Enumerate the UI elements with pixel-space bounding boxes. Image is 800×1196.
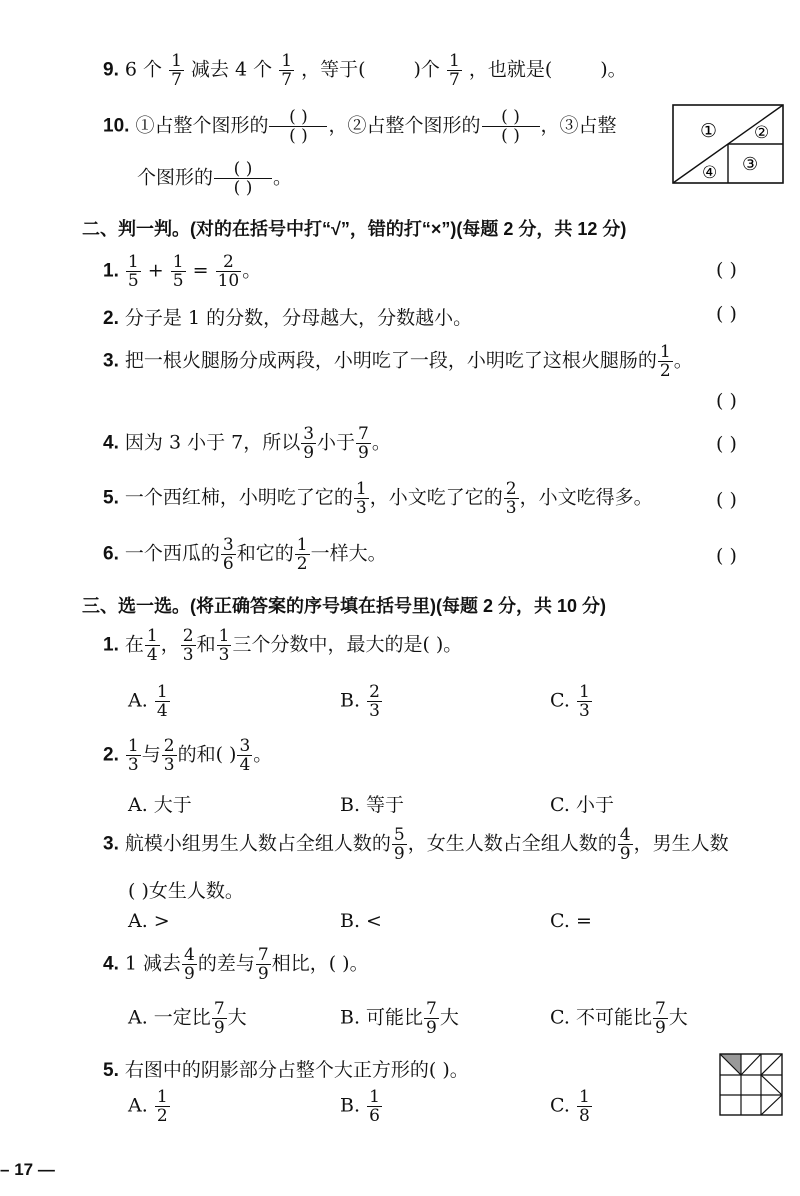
q9-fraction-1: $\frac{1}{7}$ <box>171 51 182 90</box>
judge-q4-text-1: 因为 3 小于 7，所以 <box>124 431 301 454</box>
region-label-1: ① <box>700 120 718 142</box>
choice-q1-text-2: 和 <box>196 633 216 656</box>
judge-q5-text-1: 一个西红柿，小明吃了它的 <box>124 486 353 509</box>
choice-q3-option-c[interactable]: C. = <box>550 910 592 932</box>
dash-right: — <box>37 1160 55 1179</box>
q9-text-3: ，等于( <box>301 58 366 81</box>
judge-q3-end: 。 <box>673 349 693 372</box>
judge-q4-frac-a: $\frac{3}{9}$ <box>303 424 315 463</box>
judge-q6-frac-a: $\frac{3}{6}$ <box>222 535 234 574</box>
q9-text-5: ，也就是( <box>468 58 553 81</box>
judge-q6-answer-paren[interactable]: ( ) <box>716 545 737 567</box>
choice-q4-option-a[interactable]: A. 一定比 $\frac{7}{9}$ 大 <box>128 999 247 1038</box>
judge-q6-text-1: 一个西瓜的 <box>124 542 220 565</box>
choice-q2-number: 2. <box>103 744 119 766</box>
choice-q5-number: 5. <box>103 1060 119 1081</box>
choice-q1-text-1: 在 <box>124 633 144 656</box>
judge-q1-answer-paren[interactable]: ( ) <box>716 259 737 281</box>
judge-q2 <box>103 303 472 330</box>
question-10-line2 <box>137 160 292 197</box>
question-9 <box>103 52 627 89</box>
choice-q3-frac-b: $\frac{4}{9}$ <box>619 825 631 864</box>
judge-q5-number: 5. <box>103 487 119 509</box>
q10-number: 10. <box>103 115 130 137</box>
judge-q3-frac: $\frac{1}{2}$ <box>659 342 671 381</box>
q9-fraction-2: $\frac{1}{7}$ <box>281 51 293 90</box>
judge-q4-text-2: 小于 <box>317 431 356 454</box>
choice-q2-frac-a: $\frac{1}{3}$ <box>127 736 139 775</box>
dash-left: – <box>0 1160 10 1179</box>
judge-q3-text: 把一根火腿肠分成两段，小明吃了一段，小明吃了这根火腿肠的 <box>124 349 657 372</box>
choice-q3-option-b[interactable]: B. < <box>340 910 382 932</box>
choice-q1 <box>103 627 462 664</box>
choice-q3-text-1: 航模小组男生人数占全组人数的 <box>124 832 391 855</box>
choice-q1-text-3: 三个分数中，最大的是( )。 <box>232 633 463 656</box>
judge-q5-frac-b: $\frac{2}{3}$ <box>505 479 517 518</box>
choice-q5-option-a[interactable]: A. $\frac{1}{2}$ <box>128 1087 168 1126</box>
choice-q1-number: 1. <box>103 634 119 656</box>
judge-q1-frac-c: $\frac{2}{10}$ <box>217 252 240 291</box>
judge-q2-answer-paren[interactable]: ( ) <box>716 303 737 325</box>
judge-q5 <box>103 480 653 517</box>
choice-q2-option-a[interactable]: A. 大于 <box>128 794 192 816</box>
q10-rectangle-figure <box>672 104 784 184</box>
q9-fraction-3: $\frac{1}{7}$ <box>448 51 460 90</box>
judge-q1-number: 1. <box>103 260 119 282</box>
choice-q3-number: 3. <box>103 833 119 855</box>
q10-text-5: 。 <box>273 166 293 189</box>
judge-q6-frac-b: $\frac{1}{2}$ <box>296 535 308 574</box>
judge-q4-frac-b: $\frac{7}{9}$ <box>358 424 369 463</box>
choice-q4-frac-b: $\frac{7}{9}$ <box>257 945 269 984</box>
choice-q1-option-a[interactable]: A. $\frac{1}{4}$ <box>128 682 168 721</box>
choice-q5-option-b[interactable]: B. $\frac{1}{6}$ <box>340 1087 380 1126</box>
q9-text-2: 减去 4 个 <box>190 58 273 81</box>
region-label-4: ④ <box>702 163 718 183</box>
choice-q1-frac-c: $\frac{1}{3}$ <box>218 626 230 665</box>
judge-q1 <box>103 253 261 290</box>
q9-text-4: )个 <box>413 58 440 81</box>
choice-q1-option-c[interactable]: C. $\frac{1}{3}$ <box>550 682 590 721</box>
judge-q2-number: 2. <box>103 308 119 329</box>
page-number <box>0 1160 55 1180</box>
page-number-value: 17 <box>14 1160 34 1179</box>
q5-grid-figure <box>719 1053 783 1116</box>
q10-text-4: 个图形的 <box>137 166 214 189</box>
judge-q6 <box>103 536 387 573</box>
judge-q1-frac-a: $\frac{1}{5}$ <box>127 252 139 291</box>
judge-q5-answer-paren[interactable]: ( ) <box>716 489 737 511</box>
choice-q1-frac-b: $\frac{2}{3}$ <box>182 626 194 665</box>
choice-q2 <box>103 737 272 774</box>
q10-text-2: ，②占整个图形的 <box>328 114 481 137</box>
choice-q4-text-3: 相比，( )。 <box>271 952 369 975</box>
choice-q5 <box>103 1055 469 1082</box>
choice-q5-text: 右图中的阴影部分占整个大正方形的( )。 <box>124 1059 469 1081</box>
choice-q3-option-a[interactable]: A. > <box>128 910 170 932</box>
q9-number: 9. <box>103 59 119 81</box>
choice-q2-text-1: 与 <box>141 743 161 766</box>
choice-q3 <box>103 826 729 863</box>
q10-text-1: ①占整个图形的 <box>135 114 269 137</box>
choice-q1-option-b[interactable]: B. $\frac{2}{3}$ <box>340 682 380 721</box>
judge-q1-frac-b: $\frac{1}{5}$ <box>172 252 184 291</box>
choice-q4 <box>103 946 369 983</box>
q9-text-1: 6 个 <box>124 58 163 81</box>
choice-q2-option-c[interactable]: C. 小于 <box>550 794 614 816</box>
judge-q4-number: 4. <box>103 432 119 454</box>
judge-q4-answer-paren[interactable]: ( ) <box>716 433 737 455</box>
choice-q3-text-2: ，女生人数占全组人数的 <box>407 832 617 855</box>
judge-q5-text-2: ，小文吃了它的 <box>369 486 503 509</box>
judge-q2-text: 分子是 1 的分数，分母越大，分数越小。 <box>124 307 473 329</box>
section-2-heading: 二、判一判。(对的在括号中打“√”，错的打“×”)(每题 2 分，共 12 分) <box>82 219 627 239</box>
choice-q2-text-2: 的和( ) <box>177 743 237 766</box>
choice-q4-text-2: 的差与 <box>197 952 255 975</box>
choice-q4-frac-a: $\frac{4}{9}$ <box>184 945 195 984</box>
plus-sign: + <box>147 259 164 282</box>
region-label-2: ② <box>754 123 770 143</box>
equals-sign: = <box>192 259 209 282</box>
choice-q1-frac-a: $\frac{1}{4}$ <box>146 626 158 665</box>
q10-text-3: ，③占整 <box>540 114 617 137</box>
judge-q5-text-3: ，小文吃得多。 <box>519 486 653 509</box>
choice-q4-option-b[interactable]: B. 可能比 $\frac{7}{9}$ 大 <box>340 999 459 1038</box>
choice-q5-option-c[interactable]: C. $\frac{1}{8}$ <box>550 1087 590 1126</box>
judge-q3-answer-paren[interactable]: ( ) <box>716 390 737 412</box>
judge-q5-frac-a: $\frac{1}{3}$ <box>355 479 367 518</box>
choice-q1-sep: ， <box>160 633 180 656</box>
q10-blank-fraction-1[interactable]: $\frac{( )}{( )}$ <box>269 108 327 145</box>
choice-q2-frac-b: $\frac{2}{3}$ <box>163 736 175 775</box>
choice-q4-text-1: 1 减去 <box>124 952 182 975</box>
judge-q4-end: 。 <box>371 431 391 454</box>
choice-q3-frac-a: $\frac{5}{9}$ <box>393 825 405 864</box>
choice-q2-option-b[interactable]: B. 等于 <box>340 794 405 816</box>
region-label-3: ③ <box>742 154 759 175</box>
choice-q3-text-3: ，男生人数 <box>633 832 729 855</box>
q10-blank-fraction-2[interactable]: $\frac{( )}{( )}$ <box>482 108 540 145</box>
judge-q4 <box>103 425 391 462</box>
judge-q6-number: 6. <box>103 543 119 565</box>
section-3-heading: 三、选一选。(将正确答案的序号填在括号里)(每题 2 分，共 10 分) <box>82 596 607 616</box>
question-10 <box>103 108 617 145</box>
choice-q2-end: 。 <box>253 743 273 766</box>
q9-text-6: )。 <box>600 58 627 81</box>
choice-q3-line2: ( )女生人数。 <box>128 880 244 902</box>
choice-q4-option-c[interactable]: C. 不可能比 $\frac{7}{9}$ 大 <box>550 999 688 1038</box>
judge-q3 <box>103 343 693 380</box>
judge-q1-end: 。 <box>242 259 262 282</box>
choice-q2-frac-c: $\frac{3}{4}$ <box>239 736 251 775</box>
judge-q3-number: 3. <box>103 350 119 372</box>
choice-q4-number: 4. <box>103 953 119 975</box>
judge-q6-text-3: 一样大。 <box>310 542 387 565</box>
judge-q6-text-2: 和它的 <box>236 542 294 565</box>
q10-blank-fraction-3[interactable]: $\frac{( )}{( )}$ <box>214 160 272 197</box>
